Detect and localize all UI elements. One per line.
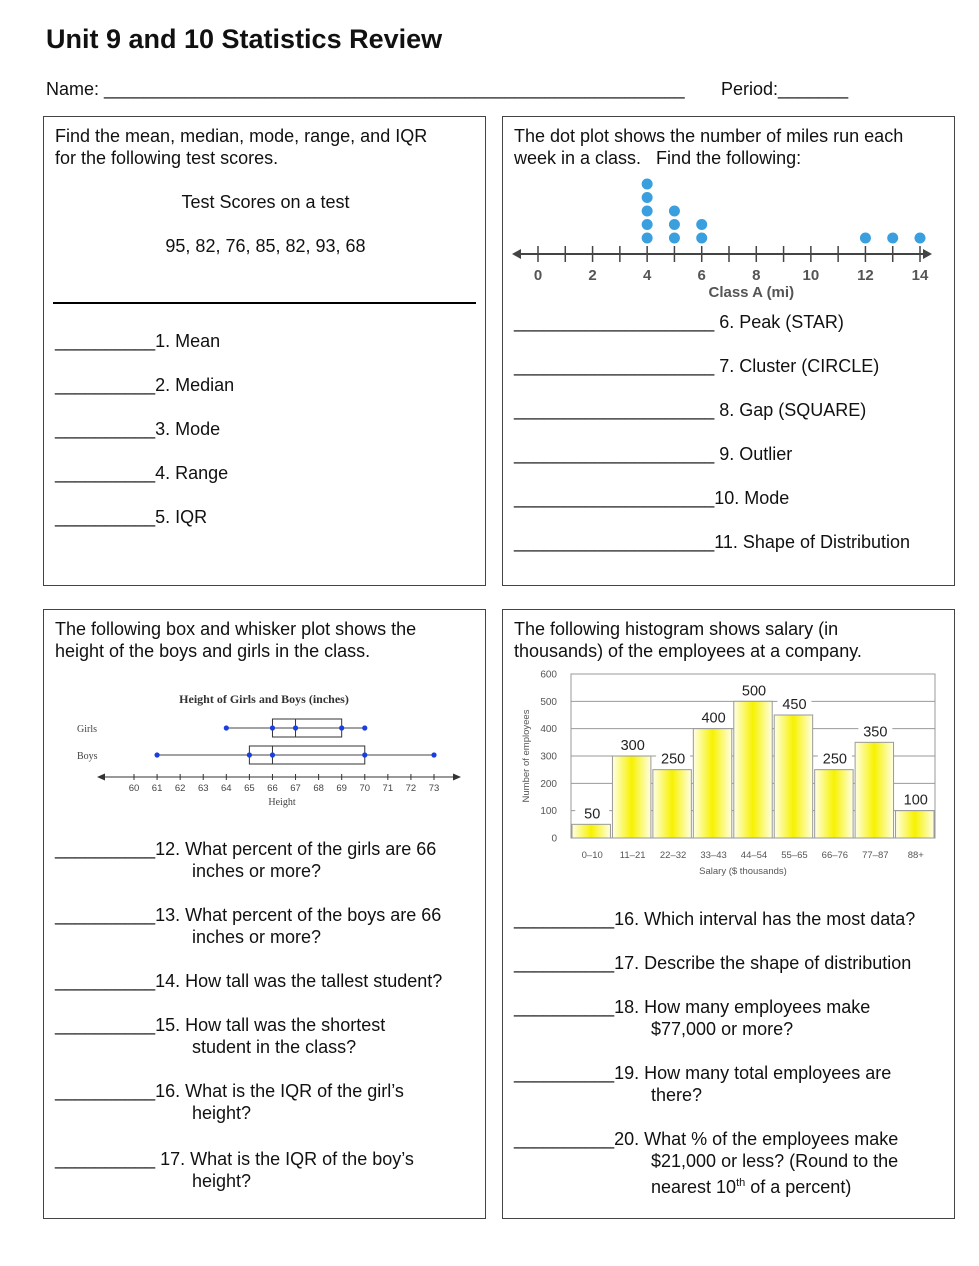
box2-intro-line1: The dot plot shows the number of miles run each — [514, 126, 904, 146]
histogram-x-tick-label: 66–76 — [821, 850, 849, 861]
histogram-bar — [896, 811, 934, 838]
dot-plot-dot — [642, 179, 653, 190]
box-plot-point — [247, 752, 252, 757]
box1-intro-line1: Find the mean, median, mode, range, and IQR — [55, 126, 428, 146]
histogram-y-tick-label: 300 — [540, 751, 557, 763]
dot-plot-tick-label: 12 — [857, 267, 874, 284]
box-plot-point — [270, 725, 275, 730]
scores-list: 95, 82, 76, 85, 82, 93, 68 — [165, 236, 366, 256]
name-field[interactable]: Name: __________________________________________________________ — [46, 79, 685, 99]
girls-label: Girls — [77, 724, 97, 735]
histogram-bar — [693, 729, 731, 838]
question-18-cont: $77,000 or more? — [651, 1019, 794, 1039]
page-title: Unit 9 and 10 Statistics Review — [46, 24, 443, 54]
histogram-x-tick-label: 77–87 — [862, 850, 889, 861]
box3-intro-line1: The following box and whisker plot shows the — [55, 619, 417, 639]
histogram-x-tick-label: 55–65 — [781, 850, 808, 861]
box-plot-tick-label: 64 — [221, 783, 232, 794]
box-plot-point — [362, 725, 367, 730]
box-plot-point — [270, 752, 275, 757]
scores-title: Test Scores on a test — [181, 192, 350, 212]
box-plot-tick-label: 60 — [128, 783, 140, 794]
histogram-value-label: 500 — [741, 683, 767, 700]
histogram-value-label: 250 — [661, 751, 686, 768]
dot-plot-tick-label: 8 — [752, 267, 761, 284]
question-17[interactable]: __________ 17. What is the IQR of the boy’s — [55, 1149, 414, 1169]
question-18[interactable]: __________18. How many employees make — [514, 997, 871, 1017]
dot-plot-dot — [860, 233, 871, 244]
dot-plot-dot — [696, 219, 707, 230]
box-plot-tick-label: 65 — [244, 783, 255, 794]
question-17b[interactable]: __________17. Describe the shape of distribution — [514, 953, 912, 973]
histogram-value-label: 50 — [584, 806, 601, 823]
histogram-y-tick-label: 0 — [551, 833, 557, 845]
dot-plot-dot — [642, 206, 653, 217]
box-plot-point — [362, 752, 367, 757]
question-8[interactable]: ____________________ 8. Gap (SQUARE) — [514, 400, 867, 420]
histogram-y-tick-label: 500 — [540, 696, 557, 708]
box-plot-tick-label: 61 — [151, 783, 163, 794]
histogram-bar — [572, 824, 610, 838]
histogram-bar — [653, 770, 691, 838]
dot-plot-xlabel: Class A (mi) — [708, 284, 795, 301]
box-plot-tick-label: 67 — [290, 783, 301, 794]
question-5[interactable]: __________5. IQR — [55, 507, 208, 527]
divider-line — [53, 302, 476, 304]
question-20-cont2: nearest 10th of a percent) — [651, 1177, 852, 1197]
question-4[interactable]: __________4. Range — [55, 463, 229, 483]
histogram-bar — [734, 701, 772, 838]
axis-arrow-left-icon — [512, 249, 521, 259]
dot-plot-tick-label: 2 — [588, 267, 597, 284]
box-plot-tick-label: 71 — [382, 783, 394, 794]
box-plot-box — [43, 609, 486, 1219]
dot-plot-dot — [915, 233, 926, 244]
histogram-x-tick-label: 22–32 — [659, 850, 687, 861]
question-15[interactable]: __________15. How tall was the shortest — [55, 1015, 386, 1035]
histogram-y-tick-label: 200 — [540, 778, 557, 790]
question-20[interactable]: __________20. What % of the employees make — [514, 1129, 899, 1149]
histogram-y-tick-label: 600 — [540, 669, 557, 681]
dot-plot-chart — [512, 172, 932, 307]
dot-plot-tick-label: 0 — [533, 267, 543, 284]
question-13[interactable]: __________13. What percent of the boys are 66 — [55, 905, 442, 925]
box4-intro-line2: thousands) of the employees at a company. — [514, 641, 862, 661]
question-11[interactable]: ____________________11. Shape of Distribution — [514, 532, 910, 552]
dot-plot-dot — [669, 219, 680, 230]
histogram-bar — [855, 742, 893, 838]
histogram-value-label: 350 — [863, 724, 888, 741]
question-16b[interactable]: __________16. Which interval has the most data? — [514, 909, 916, 929]
box-plot-point — [293, 725, 298, 730]
box-plot-tick-label: 62 — [174, 783, 186, 794]
question-20-cont: $21,000 or less? (Round to the — [651, 1151, 899, 1171]
question-3[interactable]: __________3. Mode — [55, 419, 221, 439]
histogram-x-tick-label: 11–21 — [619, 850, 646, 861]
dot-plot-dot — [642, 219, 653, 230]
dot-plot-dot — [669, 233, 680, 244]
question-7[interactable]: ____________________ 7. Cluster (CIRCLE) — [514, 356, 880, 376]
question-10[interactable]: ____________________10. Mode — [514, 488, 790, 508]
dot-plot-dot — [669, 206, 680, 217]
histogram-xlabel: Salary ($ thousands) — [699, 866, 787, 877]
axis-arrow-right-icon — [923, 249, 932, 259]
axis-arrow-left-icon — [97, 774, 105, 781]
histogram-x-tick-label: 0–10 — [581, 850, 603, 861]
box3-intro-line2: height of the boys and girls in the class. — [55, 641, 371, 661]
dot-plot-tick-label: 6 — [697, 267, 706, 284]
box-plot-tick-label: 73 — [428, 783, 440, 794]
question-16[interactable]: __________16. What is the IQR of the girl’s — [55, 1081, 404, 1101]
histogram-y-tick-label: 100 — [540, 806, 557, 818]
histogram-value-label: 250 — [822, 751, 847, 768]
box-plot-tick-label: 66 — [267, 783, 278, 794]
box-plot-point — [224, 725, 229, 730]
histogram-bar — [774, 715, 812, 838]
dot-plot-box — [502, 116, 955, 586]
box-plot-tick-label: 70 — [359, 783, 371, 794]
histogram-chart — [511, 662, 947, 882]
period-field[interactable]: Period:_______ — [721, 79, 849, 99]
boys-label: Boys — [77, 751, 98, 762]
dot-plot-tick-label: 14 — [911, 267, 929, 284]
histogram-x-tick-label: 88+ — [907, 850, 924, 861]
histogram-value-label: 400 — [701, 710, 726, 727]
histogram-x-tick-label: 44–54 — [740, 850, 768, 861]
dot-plot-dot — [642, 192, 653, 203]
question-16-cont: height? — [192, 1103, 252, 1123]
box-plot-xlabel: Height — [268, 797, 296, 808]
box-plot-tick-label: 63 — [197, 783, 209, 794]
dot-plot-dot — [642, 233, 653, 244]
histogram-bar — [815, 770, 853, 838]
box-plot-chart — [64, 685, 464, 815]
question-1[interactable]: __________1. Mean — [55, 331, 221, 351]
histogram-value-label: 300 — [620, 738, 645, 754]
box2-intro-line2: week in a class. Find the following: — [514, 148, 802, 168]
box-plot-tick-label: 68 — [313, 783, 324, 794]
question-13-cont: inches or more? — [192, 927, 322, 947]
box-plot-point — [339, 725, 344, 730]
question-19[interactable]: __________19. How many total employees are — [514, 1063, 892, 1083]
question-9[interactable]: ____________________ 9. Outlier — [514, 444, 793, 464]
question-14[interactable]: __________14. How tall was the tallest student? — [55, 971, 443, 991]
mean-median-box — [43, 116, 486, 586]
box1-intro-line2: for the following test scores. — [55, 148, 279, 168]
question-17-cont: height? — [192, 1171, 252, 1191]
histogram-value-label: 100 — [903, 792, 928, 809]
histogram-y-tick-label: 400 — [540, 724, 557, 736]
question-6[interactable]: ____________________ 6. Peak (STAR) — [514, 312, 844, 332]
dot-plot-dot — [696, 233, 707, 244]
dot-plot-tick-label: 10 — [802, 267, 820, 284]
box-plot-tick-label: 72 — [405, 783, 417, 794]
histogram-bar — [612, 756, 650, 838]
box-plot-point — [431, 752, 436, 757]
dot-plot-dot — [887, 233, 898, 244]
question-15-cont: student in the class? — [192, 1037, 357, 1057]
histogram-x-tick-label: 33–43 — [700, 850, 727, 861]
box-plot-tick-label: 69 — [336, 783, 347, 794]
dot-plot-tick-label: 4 — [642, 267, 652, 284]
histogram-value-label: 450 — [782, 697, 807, 713]
question-12[interactable]: __________12. What percent of the girls are 66 — [55, 839, 437, 859]
box4-intro-line1: The following histogram shows salary (in — [514, 619, 839, 639]
box-plot-title: Height of Girls and Boys (inches) — [179, 692, 349, 706]
question-19-cont: there? — [651, 1085, 703, 1105]
question-12-cont: inches or more? — [192, 861, 322, 881]
box-plot-point — [154, 752, 159, 757]
axis-arrow-right-icon — [453, 774, 461, 781]
histogram-box — [502, 609, 955, 1219]
histogram-ylabel: Number of employees — [521, 709, 532, 803]
question-2[interactable]: __________2. Median — [55, 375, 235, 395]
